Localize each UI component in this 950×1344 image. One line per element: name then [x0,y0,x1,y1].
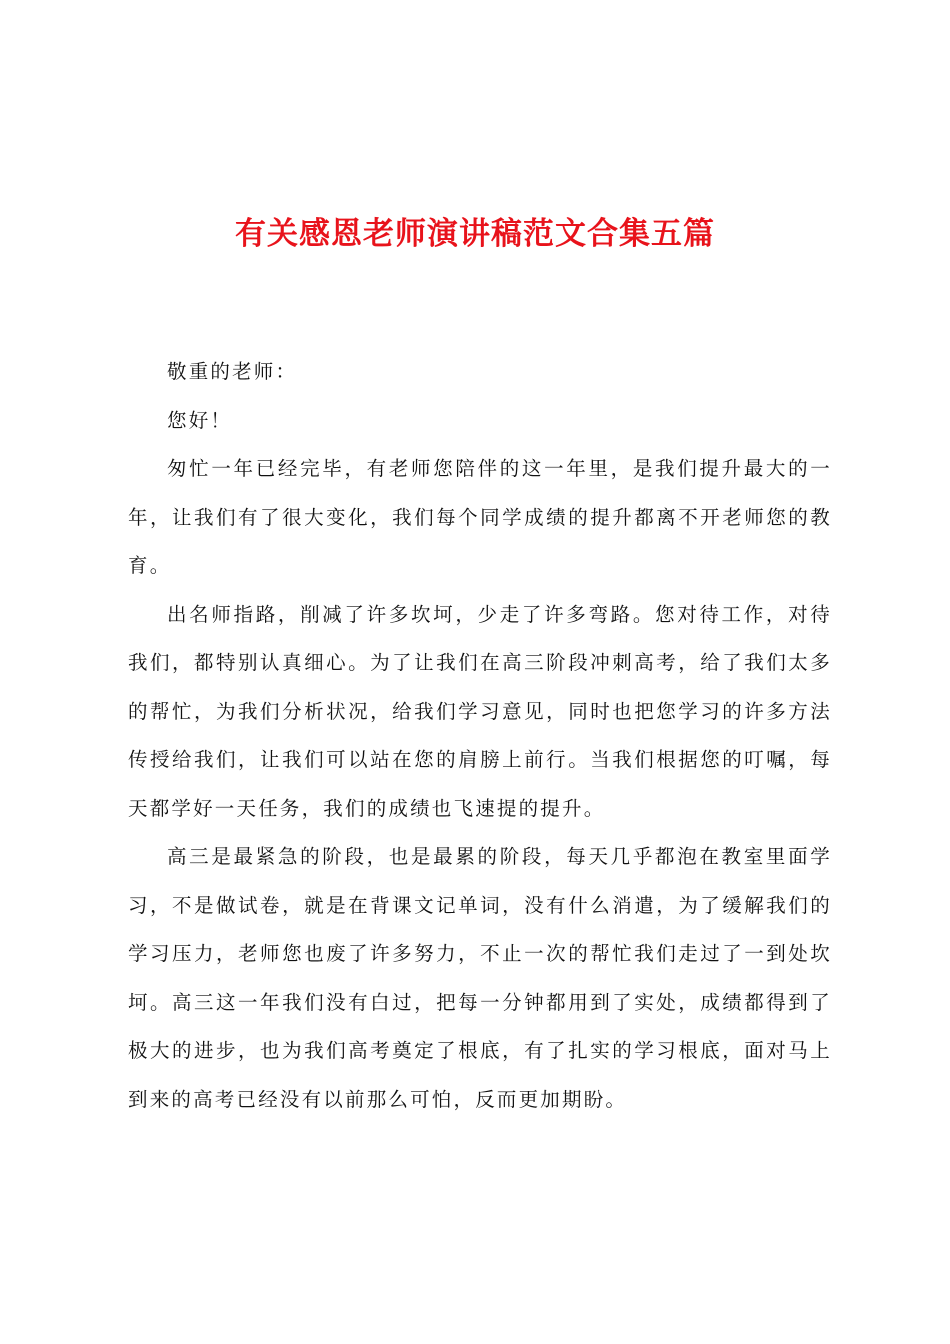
paragraph: 高三是最紧急的阶段，也是最累的阶段，每天几乎都泡在教室里面学习，不是做试卷，就是在背课文记单词，没有什么消遣，为了缓解我们的学习压力，老师您也废了许多努力，不止一次的帮忙我们走过了一到处坎坷。高三这一年我们没有白过，把每一分钟都用到了实处，成绩都得到了极大的进步，也为我们高考奠定了根底，有了扎实的学习根底，面对马上到来的高考已经没有以前那么可怕，反而更加期盼。 [128,845,832,1111]
greeting: 您好！ [167,408,233,432]
document-title: 有关感恩老师演讲稿范文合集五篇 [235,216,715,252]
document-body [128,348,832,1124]
paragraph: 匆忙一年已经完毕，有老师您陪伴的这一年里，是我们提升最大的一年，让我们有了很大变化，我们每个同学成绩的提升都离不开老师您的教育。 [128,457,832,577]
paragraph: 出名师指路，削减了许多坎坷，少走了许多弯路。您对待工作，对待我们，都特别认真细心。为了让我们在高三阶段冲刺高考，给了我们太多的帮忙，为我们分析状况，给我们学习意见，同时也把您学习的许多方法传授给我们，让我们可以站在您的肩膀上前行。当我们根据您的叮嘱，每天都学好一天任务，我们的成绩也飞速提的提升。 [128,602,832,820]
salutation: 敬重的老师： [167,360,298,383]
